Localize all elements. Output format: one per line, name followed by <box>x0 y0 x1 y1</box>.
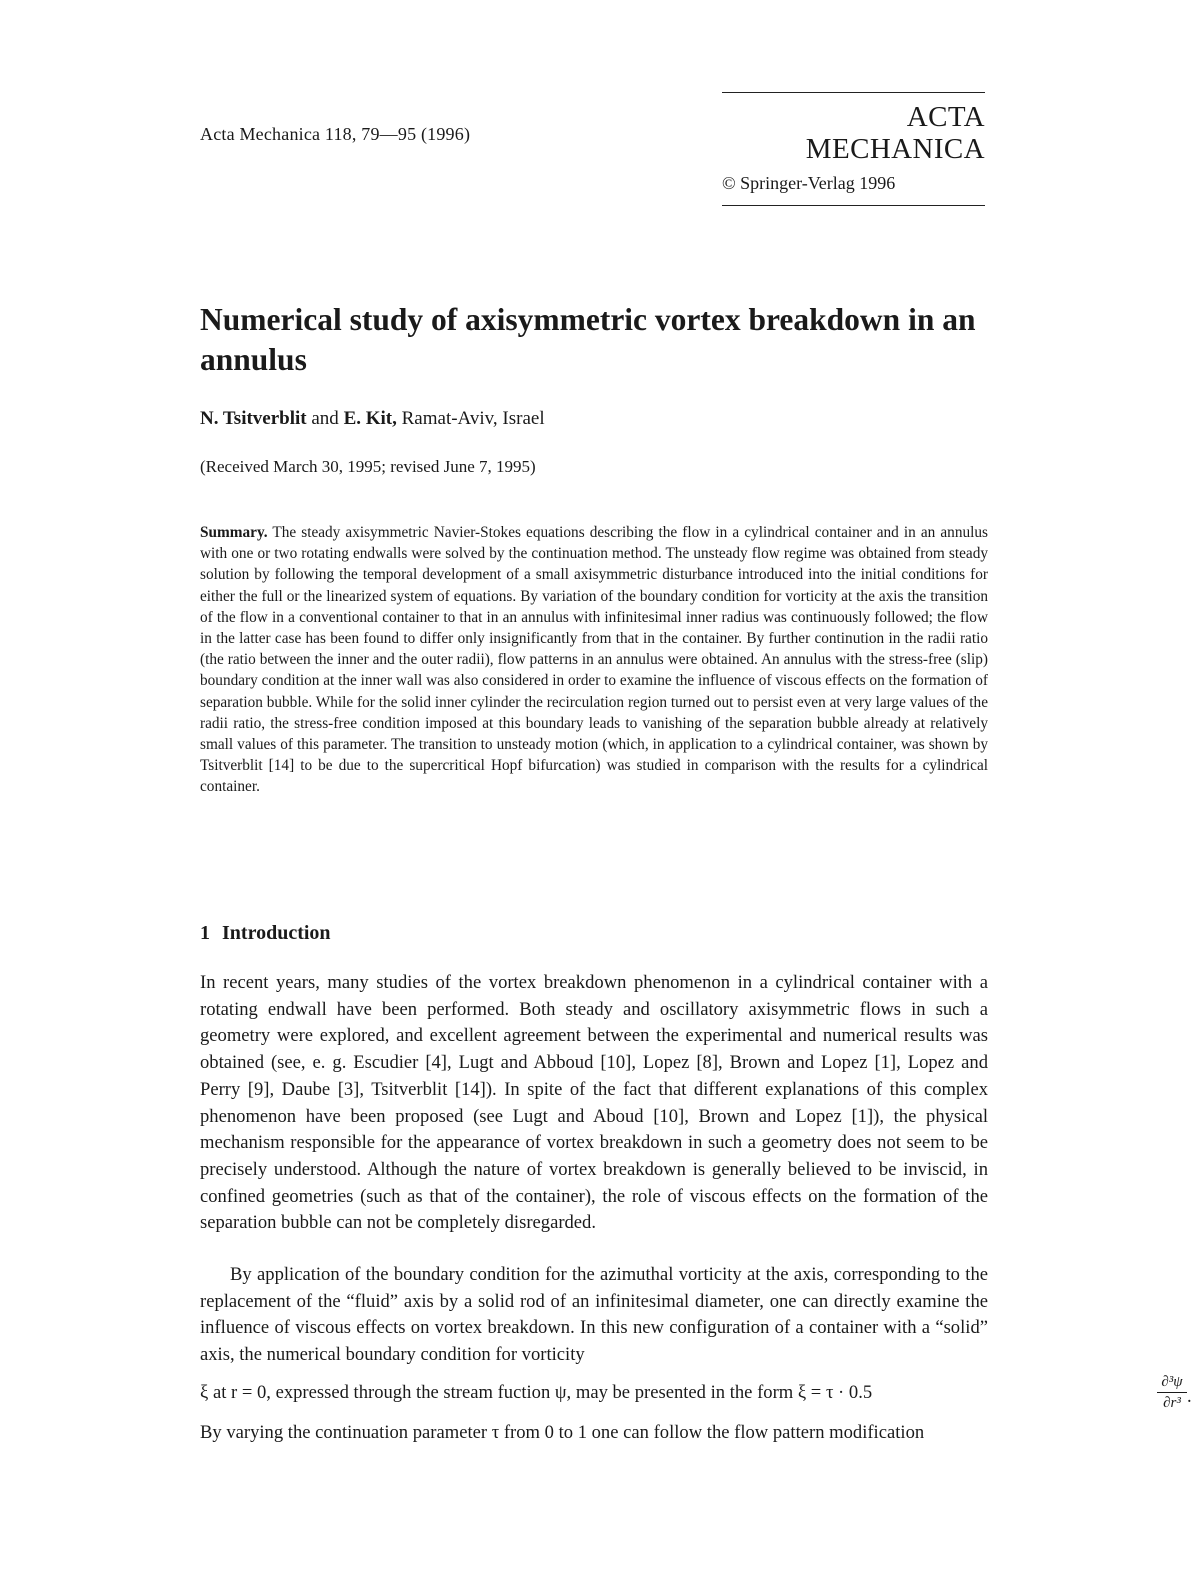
summary-label: Summary. <box>200 524 268 541</box>
equation-line <box>200 1372 1192 1424</box>
summary-text: The steady axisymmetric Navier-Stokes equations describing the flow in a cylindrical container and in an annulus with one or two rotating endwalls were solved by the continuation method. The unsteady flow regime was obtained from steady solution by following the temporal development of a small axisymmetric disturbance introduced into the initial conditions for either the full or the linearized system of equations. By variation of the boundary condition for vorticity at the axis the transition of the flow in a conventional container to that in an annulus with infinitesimal inner radius was continuously followed; the flow in the latter case has been found to differ only insignificantly from that in the container. By further continution in the radii ratio (the ratio between the inner and the outer radii), flow patterns in an annulus were obtained. An annulus with the stress-free (slip) boundary condition at the inner wall was also considered in order to examine the influence of viscous effects on the formation of separation bubble. While for the solid inner cylinder the recirculation region turned out to persist even at very large values of the radii ratio, the stress-free condition imposed at this boundary leads to vanishing of the separation bubble already at relatively small values of this parameter. The transition to unsteady motion (which, in application to a cylindrical container, was shown by Tsitverblit [14] to be due to the supercritical Hopf bifurcation) was studied in comparison with the results for a cylindrical container. <box>200 524 988 796</box>
intro-paragraph-2: By application of the boundary condition for the azimuthal vorticity at the axis, corresponding to the replacement of the “fluid” axis by a solid rod of an infinitesimal diameter, one can directly examine the influence of viscous effects on vortex breakdown. In this new configuration of a container with a “solid” axis, the numerical boundary condition for vorticity <box>200 1264 988 1366</box>
fraction-numerator: ∂³ψ <box>1161 1374 1183 1390</box>
author-2: E. Kit, <box>343 408 397 429</box>
equation-period: . <box>1187 1386 1192 1407</box>
masthead-top-rule <box>722 92 985 93</box>
masthead-bottom-rule <box>722 205 985 206</box>
section-heading-introduction <box>200 922 331 945</box>
equation-text: ξ at r = 0, expressed through the stream fuction ψ, may be presented in the form ξ = τ · 0.5 <box>200 1382 873 1403</box>
author-1: N. Tsitverblit <box>200 408 307 429</box>
intro-paragraph-1: In recent years, many studies of the vortex breakdown phenomenon in a cylindrical container with a rotating endwall have been performed. Both steady and oscillatory axisymmetric flows in such a geometry were explored, and excellent agreement between the experimental and numerical results was obtained (see, e. g. Escudier [4], Lugt and Abboud [10], Lopez [8], Brown and Lopez [1], Lopez and Perry [9], Daube [3], Tsitverblit [14]). In spite of the fact that different explanations of this complex phenomenon have been proposed (see Lugt and Aboud [10], Brown and Lopez [1]), the physical mechanism responsible for the appearance of vortex breakdown in such a geometry does not seem to be precisely understood. Although the nature of vortex breakdown is generally believed to be inviscid, in confined geometries (such as that of the container), the role of viscous effects on the formation of the separation bubble can not be completely disregarded. <box>200 972 988 1234</box>
journal-citation: Acta Mechanica 118, 79—95 (1996) <box>200 124 471 144</box>
journal-masthead <box>722 92 985 206</box>
author-conjunction: and <box>311 408 339 429</box>
journal-name: ACTA MECHANICA <box>805 101 985 165</box>
received-dates: (Received March 30, 1995; revised June 7, 1995) <box>200 457 536 476</box>
paper-title: Numerical study of axisymmetric vortex breakdown in an annulus <box>200 302 976 377</box>
author-line <box>200 408 545 430</box>
summary-paragraph <box>200 522 988 798</box>
section-number: 1 <box>200 922 210 944</box>
author-affiliation: Ramat-Aviv, Israel <box>401 408 545 429</box>
equation-fraction <box>1155 1372 1189 1413</box>
fraction-denominator: ∂r³ <box>1163 1395 1181 1411</box>
publisher-copyright: © Springer-Verlag 1996 <box>722 173 896 193</box>
section-title: Introduction <box>222 922 331 944</box>
intro-continuation-line: By varying the continuation parameter τ from 0 to 1 one can follow the flow pattern modification <box>200 1422 925 1443</box>
